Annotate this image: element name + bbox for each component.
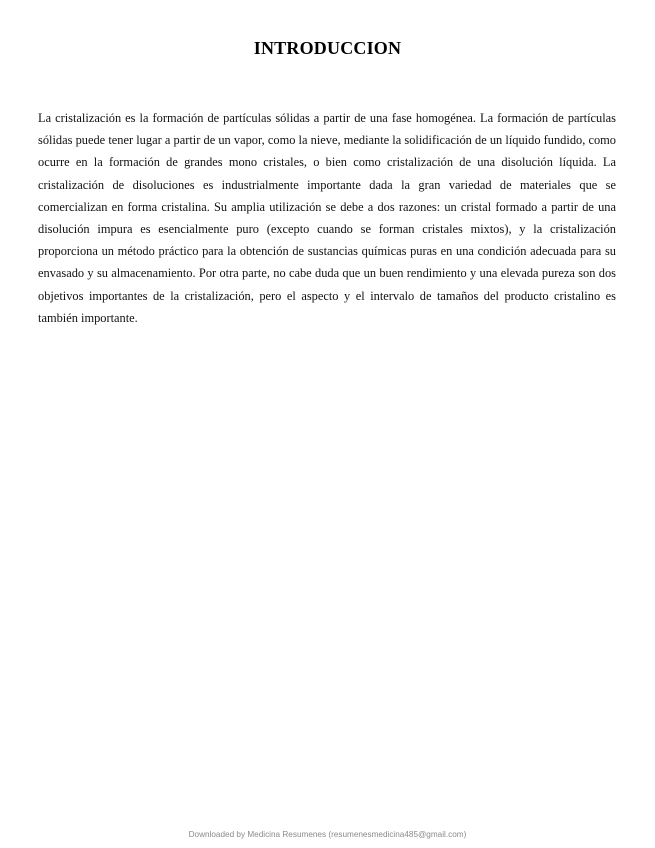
body-paragraph: La cristalización es la formación de partículas sólidas a partir de una fase homogénea. La formación de partículas sólidas puede tener lugar a partir de un vapor, como la nieve, mediante la solidificación de un líquido fundido, como ocurre en la formación de grandes mono cristales, o bien como cristalización de una disolución líquida. La cristalización de disoluciones es industrialmente importante dada la gran variedad de materiales que se comercializan en forma cristalina. Su amplia utilización se debe a dos razones: un cristal formado a partir de una disolución impura es esencialmente puro (excepto cuando se forman cristales mixtos), y la cristalización proporciona un método práctico para la obtención de sustancias químicas puras en una condición adecuada para su envasado y su almacenamiento. Por otra parte, no cabe duda que un buen rendimiento y una elevada pureza son dos objetivos importantes de la cristalización, pero el aspecto y el intervalo de tamaños del producto cristalino es también importante. [38,111,616,325]
download-footer: Downloaded by Medicina Resumenes (resumenesmedicina485@gmail.com) [188,830,467,839]
page-title: INTRODUCCION [253,38,402,58]
